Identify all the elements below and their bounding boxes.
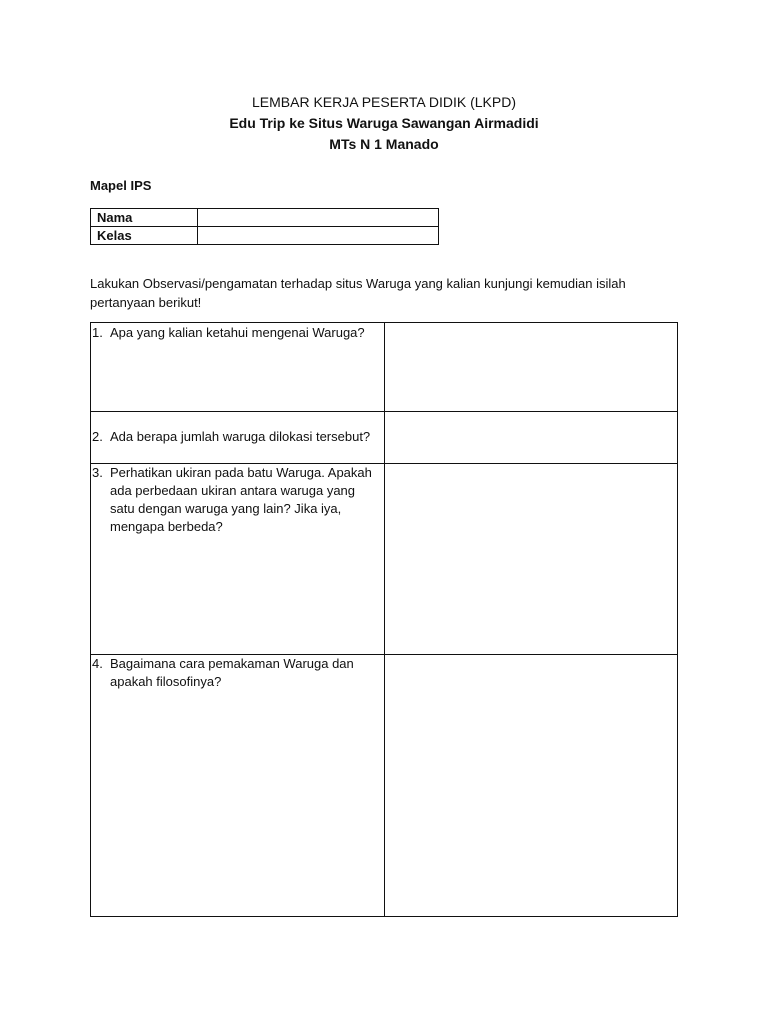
answer-field[interactable] [385, 464, 678, 655]
question-text: Ada berapa jumlah waruga dilokasi tersebut? [110, 429, 371, 444]
student-info-table [90, 208, 439, 245]
class-label: Kelas [91, 227, 198, 245]
table-row [91, 655, 678, 917]
question-cell [91, 323, 385, 412]
header-school: MTs N 1 Manado [329, 136, 439, 152]
question-text: Perhatikan ukiran pada batu Waruga. Apakah ada perbedaan ukiran antara waruga yang satu dengan waruga yang lain? Jika iya, mengapa berbeda? [110, 465, 372, 534]
worksheet-header [0, 92, 768, 155]
question-number: 2. [92, 429, 103, 444]
questions-table [90, 322, 678, 917]
class-field[interactable] [198, 227, 439, 245]
table-row [91, 323, 678, 412]
answer-field[interactable] [385, 655, 678, 917]
table-row [91, 412, 678, 464]
name-field[interactable] [198, 209, 439, 227]
table-row [91, 227, 439, 245]
question-cell [91, 412, 385, 464]
question-number: 3. [92, 465, 103, 480]
name-label: Nama [91, 209, 198, 227]
question-cell [91, 464, 385, 655]
question-number: 4. [92, 656, 103, 671]
question-number: 1. [92, 325, 103, 340]
table-row [91, 209, 439, 227]
question-cell [91, 655, 385, 917]
header-subtitle: Edu Trip ke Situs Waruga Sawangan Airmadidi [229, 115, 539, 131]
header-title: LEMBAR KERJA PESERTA DIDIK (LKPD) [251, 94, 516, 110]
table-row [91, 464, 678, 655]
question-text: Apa yang kalian ketahui mengenai Waruga? [110, 325, 365, 340]
answer-field[interactable] [385, 412, 678, 464]
question-text: Bagaimana cara pemakaman Waruga dan apakah filosofinya? [110, 656, 354, 689]
instruction-text: Lakukan Observasi/pengamatan terhadap situs Waruga yang kalian kunjungi kemudian isilah pertanyaan berikut! [90, 276, 626, 310]
subject-label: Mapel IPS [90, 178, 152, 193]
answer-field[interactable] [385, 323, 678, 412]
